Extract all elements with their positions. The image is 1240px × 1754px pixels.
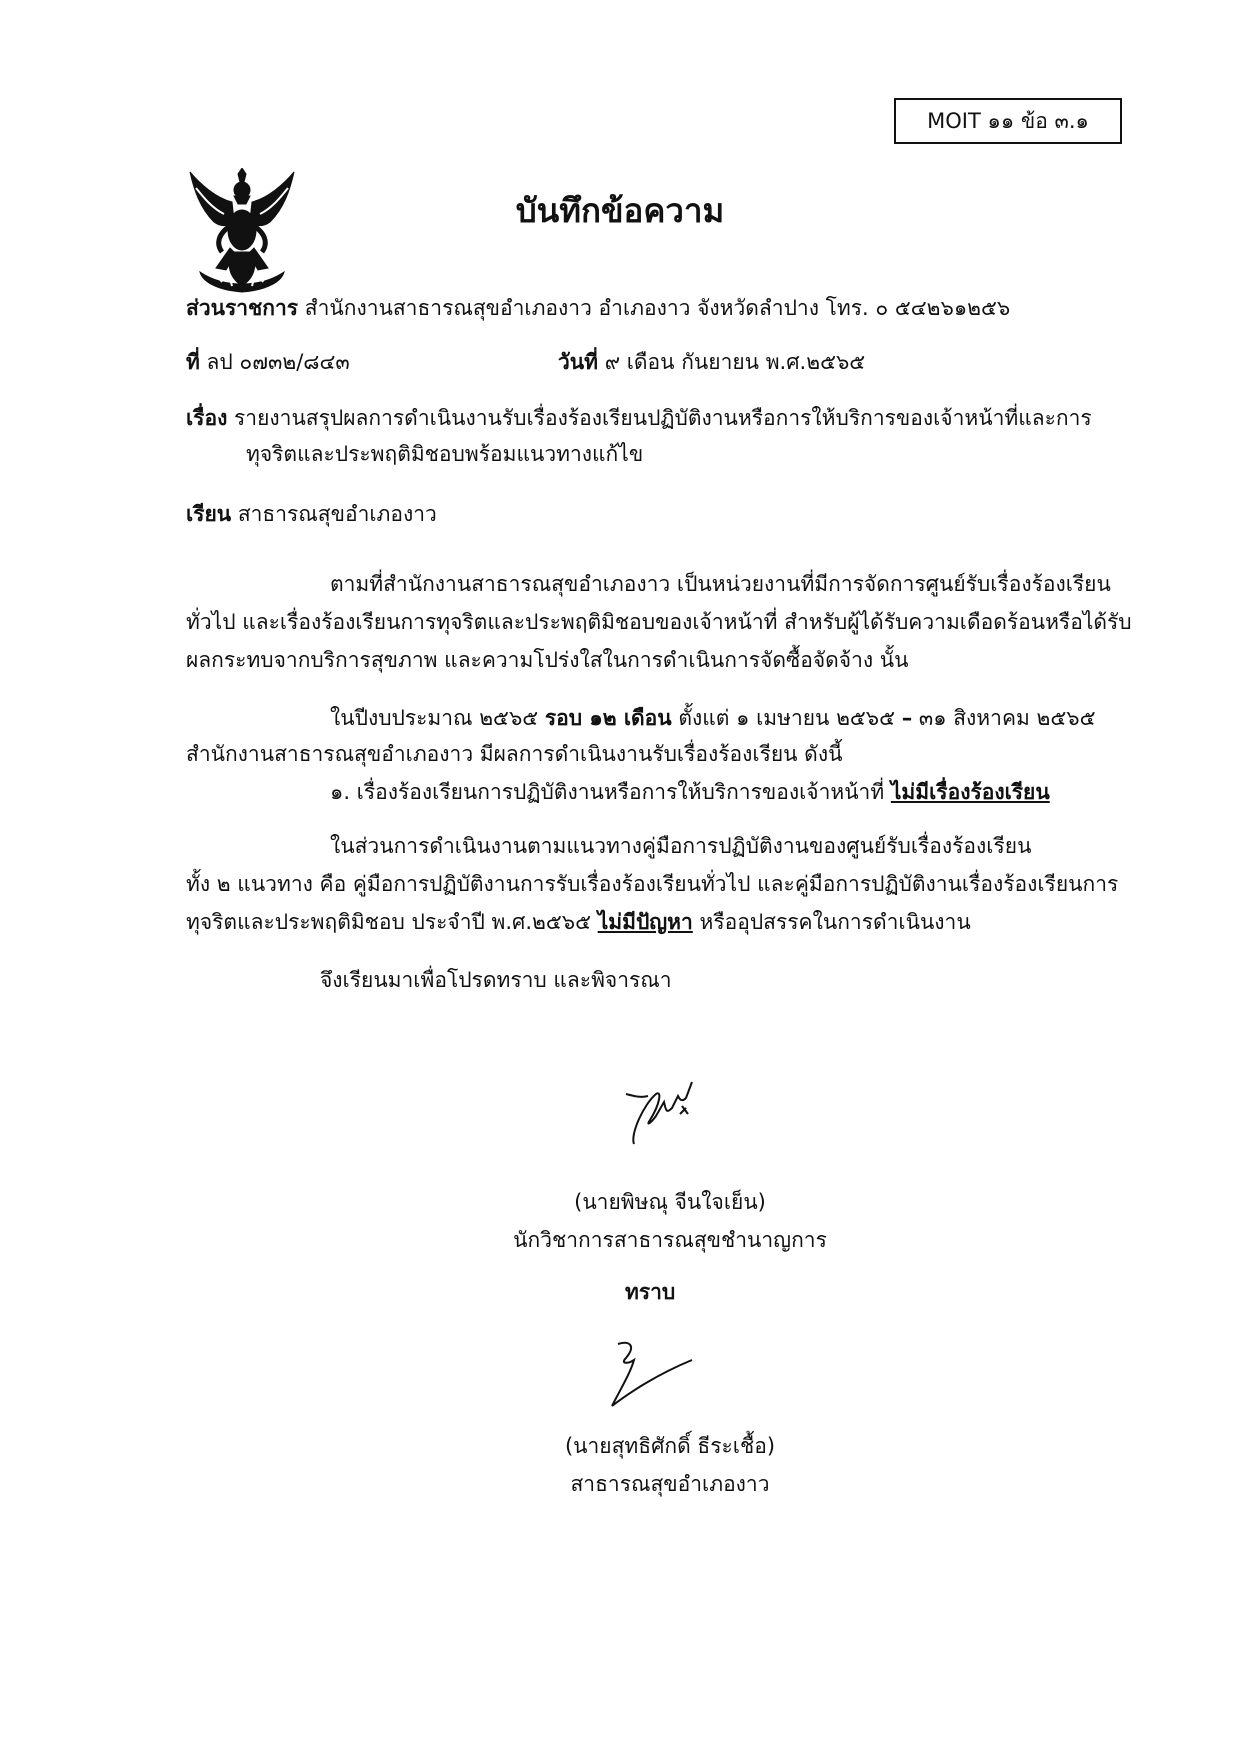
date-label: วันที่ [558, 350, 598, 374]
para1-line1: ตามที่สำนักงานสาธารณสุขอำเภองาว เป็นหน่วยงานที่มีการจัดการศูนย์รับเรื่องร้องเรียน [330, 572, 1111, 596]
para2-dash: – [901, 706, 913, 730]
para3-line3 [186, 910, 971, 935]
agency-label: ส่วนราชการ [186, 296, 299, 320]
para1-line2: ทั่วไป และเรื่องร้องเรียนการทุจริตและประพฤติมิชอบของเจ้าหน้าที่ สำหรับผู้ได้รับความเดือดร้อนหรือได้รับ [186, 610, 1132, 634]
to-value: สาธารณสุขอำเภองาว [237, 502, 437, 526]
date-line [558, 350, 865, 375]
agency-line [186, 296, 1010, 321]
item-1-text: ๑. เรื่องร้องเรียนการปฏิบัติงานหรือการให้บริการของเจ้าหน้าที่ [330, 780, 891, 804]
signer-1-name: (นายพิษณุ จีนใจเย็น) [574, 1190, 766, 1214]
agency-value: สำนักงานสาธารณสุขอำเภองาว อำเภองาว จังหวัดลำปาง โทร. ๐ ๕๔๒๖๑๒๕๖ [304, 296, 1011, 320]
signer-2-name: (นายสุทธิศักดิ์ ธีระเชื้อ) [564, 1434, 776, 1458]
para3-line1: ในส่วนการดำเนินงานตามแนวทางคู่มือการปฏิบัติงานของศูนย์รับเรื่องร้องเรียน [330, 834, 1032, 858]
signature-2-icon [600, 1334, 700, 1419]
ref-label: ที่ [186, 350, 200, 374]
form-code: MOIT ๑๑ ข้อ ๓.๑ [927, 108, 1089, 133]
para2-line1 [330, 706, 1095, 731]
acknowledge-label: ทราบ [625, 1280, 676, 1304]
ref-line [186, 350, 350, 375]
para3-line2: ทั้ง ๒ แนวทาง คือ คู่มือการปฏิบัติงานการรับเรื่องร้องเรียนทั่วไป และคู่มือการปฏิบัติงานเรื่องร้องเรียนการ [186, 872, 1119, 896]
document-title: บันทึกข้อความ [515, 191, 725, 230]
subject-text-1: รายงานสรุปผลการดำเนินงานรับเรื่องร้องเรียนปฏิบัติงานหรือการให้บริการของเจ้าหน้าที่และการ [234, 406, 1092, 430]
closing-line: จึงเรียนมาเพื่อโปรดทราบ และพิจารณา [320, 968, 672, 992]
subject-label: เรื่อง [186, 406, 228, 430]
to-label: เรียน [186, 502, 232, 526]
subject-line-1 [186, 406, 1092, 431]
item-1 [330, 780, 1050, 805]
para1-line3: ผลกระทบจากบริการสุขภาพ และความโปร่งใสในการดำเนินการจัดซื้อจัดจ้าง นั้น [186, 648, 909, 672]
para2-round: รอบ ๑๒ เดือน [544, 706, 672, 730]
signature-1-icon [620, 1064, 710, 1159]
ref-value: ลป ๐๗๓๒/๘๔๓ [206, 350, 350, 374]
para2-text-c: ๓๑ สิงหาคม ๒๕๖๕ [912, 706, 1096, 730]
para3-text-b: หรืออุปสรรคในการดำเนินงาน [692, 910, 971, 934]
date-value: ๙ เดือน กันยายน พ.ศ.๒๕๖๕ [604, 350, 866, 374]
para2-text-b: ตั้งแต่ ๑ เมษายน ๒๕๖๕ [671, 706, 902, 730]
to-line [186, 502, 437, 527]
para2-line2: สำนักงานสาธารณสุขอำเภองาว มีผลการดำเนินงานรับเรื่องร้องเรียน ดังนี้ [186, 742, 843, 766]
item-1-result: ไม่มีเรื่องร้องเรียน [890, 780, 1050, 804]
signer-1-position: นักวิชาการสาธารณสุขชำนาญการ [513, 1228, 827, 1252]
signer-2-position: สาธารณสุขอำเภองาว [570, 1472, 770, 1496]
subject-text-2: ทุจริตและประพฤติมิชอบพร้อมแนวทางแก้ไข [246, 442, 644, 466]
para3-text-a: ทุจริตและประพฤติมิชอบ ประจำปี พ.ศ.๒๕๖๕ [186, 910, 598, 934]
para3-no-problem: ไม่มีปัญหา [597, 910, 693, 934]
para2-text-a: ในปีงบประมาณ ๒๕๖๕ [330, 706, 545, 730]
form-code-box [894, 98, 1122, 144]
